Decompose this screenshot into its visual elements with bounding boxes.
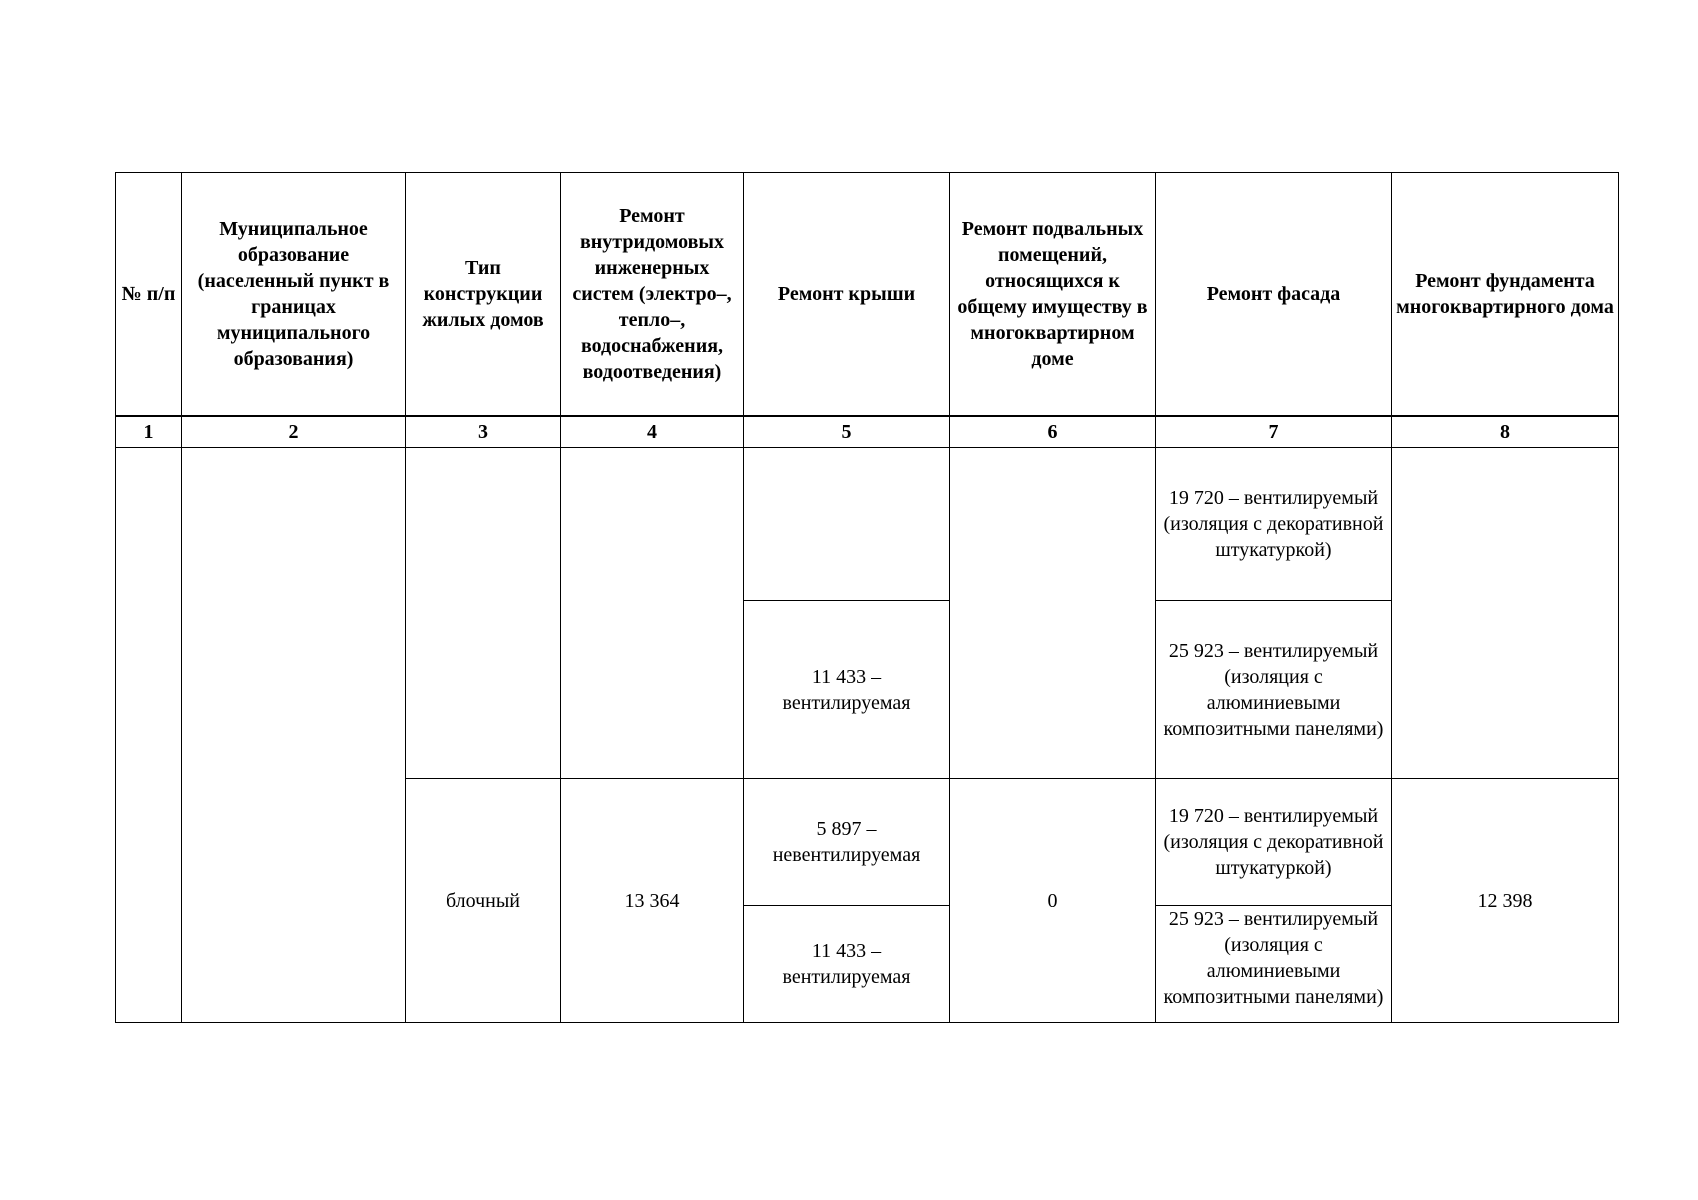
header-roof-repair: Ремонт крыши bbox=[744, 173, 950, 417]
cell-roof-empty bbox=[744, 448, 950, 601]
column-number: 4 bbox=[561, 416, 744, 448]
cell-municipality bbox=[182, 448, 406, 1023]
cell-engineering-systems: 13 364 bbox=[561, 779, 744, 1023]
column-number-row bbox=[116, 416, 1619, 448]
header-number: № п/п bbox=[116, 173, 182, 417]
cell-foundation: 12 398 bbox=[1392, 779, 1619, 1023]
column-number: 2 bbox=[182, 416, 406, 448]
header-municipality: Муниципальное образование (населенный пункт в границах муниципального образования) bbox=[182, 173, 406, 417]
column-number: 3 bbox=[406, 416, 561, 448]
cell-construction-type: блочный bbox=[406, 779, 561, 1023]
cell-facade-aluminium: 25 923 – вентилируемый (изоляция с алюминиевыми композитными панелями) bbox=[1156, 906, 1392, 1023]
cell-facade-plaster: 19 720 – вентилируемый (изоляция с декоративной штукатуркой) bbox=[1156, 448, 1392, 601]
header-row bbox=[116, 173, 1619, 417]
column-number: 8 bbox=[1392, 416, 1619, 448]
cell-facade-plaster: 19 720 – вентилируемый (изоляция с декоративной штукатуркой) bbox=[1156, 779, 1392, 906]
cell-basement: 0 bbox=[950, 779, 1156, 1023]
column-number: 1 bbox=[116, 416, 182, 448]
cell-roof-ventilated: 11 433 – вентилируемая bbox=[744, 906, 950, 1023]
header-foundation-repair: Ремонт фундамента многоквартирного дома bbox=[1392, 173, 1619, 417]
cell-construction-type bbox=[406, 448, 561, 779]
header-construction-type: Тип конструкции жилых домов bbox=[406, 173, 561, 417]
table-row bbox=[116, 448, 1619, 601]
column-number: 6 bbox=[950, 416, 1156, 448]
repair-cost-table bbox=[115, 172, 1619, 1023]
header-engineering-systems: Ремонт внутридомовых инженерных систем (электро–, тепло–, водоснабжения, водоотведения) bbox=[561, 173, 744, 417]
column-number: 5 bbox=[744, 416, 950, 448]
cell-number bbox=[116, 448, 182, 1023]
cell-engineering-systems bbox=[561, 448, 744, 779]
column-number: 7 bbox=[1156, 416, 1392, 448]
cell-facade-aluminium: 25 923 – вентилируемый (изоляция с алюминиевыми композитными панелями) bbox=[1156, 601, 1392, 779]
cell-roof-ventilated: 11 433 – вентилируемая bbox=[744, 601, 950, 779]
header-basement-repair: Ремонт подвальных помещений, относящихся к общему имуществу в многоквартирном доме bbox=[950, 173, 1156, 417]
cell-roof-nonventilated: 5 897 – невентилируемая bbox=[744, 779, 950, 906]
header-facade-repair: Ремонт фасада bbox=[1156, 173, 1392, 417]
cell-foundation bbox=[1392, 448, 1619, 779]
cell-basement bbox=[950, 448, 1156, 779]
